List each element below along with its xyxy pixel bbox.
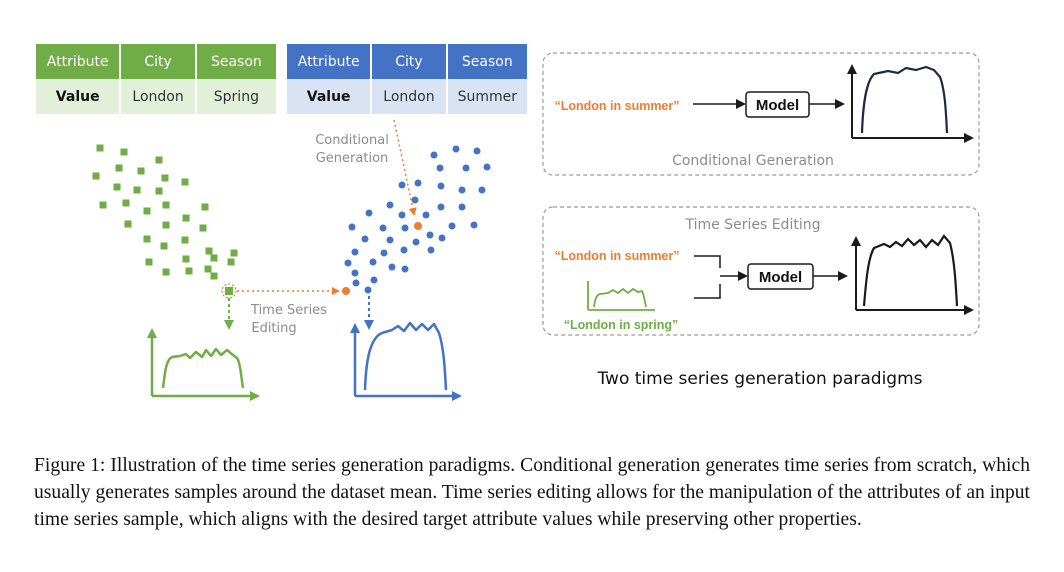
green-value-city: London — [120, 79, 195, 114]
green-sample-point — [162, 175, 169, 182]
blue-value-label: Value — [287, 79, 371, 114]
selected-source-point — [225, 287, 233, 295]
blue-sample-point — [401, 247, 408, 254]
box1-title: Conditional Generation — [672, 153, 834, 169]
blue-sample-point — [427, 232, 434, 239]
green-sample-point — [200, 225, 207, 232]
blue-sample-point — [474, 148, 481, 155]
blue-sample-point — [371, 277, 378, 284]
blue-sample-point — [365, 287, 372, 294]
blue-sample-point — [415, 180, 422, 187]
box1-input-text: “London in summer” — [554, 99, 680, 113]
blue-sample-point — [402, 225, 409, 232]
blue-sample-point — [439, 235, 446, 242]
blue-sample-point — [387, 202, 394, 209]
blue-sample-point — [438, 183, 445, 190]
green-sample-point — [100, 202, 107, 209]
blue-sample-point — [381, 250, 388, 257]
blue-sample-point — [399, 182, 406, 189]
blue-sample-point — [366, 210, 373, 217]
blue-sample-point — [353, 280, 360, 287]
blue-sample-point — [453, 146, 460, 153]
green-sample-point — [121, 149, 128, 156]
green-sample-point — [206, 248, 213, 255]
blue-sample-point — [387, 237, 394, 244]
time-series-editing-label-line1: Time Series — [251, 303, 327, 318]
green-sample-point — [156, 188, 163, 195]
blue-sample-point — [431, 152, 438, 159]
green-sample-point — [123, 200, 130, 207]
blue-sample-point — [423, 212, 430, 219]
green-sample-point — [125, 221, 132, 228]
blue-sample-point — [412, 197, 419, 204]
blue-sample-point — [479, 187, 486, 194]
green-sample-point — [114, 184, 121, 191]
box2-title: Time Series Editing — [685, 217, 821, 233]
box2-model-label: Model — [758, 269, 803, 286]
green-sample-point — [144, 236, 151, 243]
blue-sample-point — [352, 270, 359, 277]
blue-sample-point — [345, 260, 352, 267]
blue-sample-point — [438, 204, 445, 211]
green-sample-point — [161, 243, 168, 250]
blue-sample-point — [389, 264, 396, 271]
green-sample-point — [211, 273, 218, 280]
blue-sample-point — [362, 236, 369, 243]
box1-output-plot — [852, 66, 972, 138]
green-value-label: Value — [36, 79, 120, 114]
blue-sample-point — [349, 224, 356, 231]
blue-sample-point — [370, 259, 377, 266]
blue-value-city: London — [371, 79, 446, 114]
conditional-generation-label-line2: Generation — [315, 151, 389, 166]
green-sample-point — [211, 255, 218, 262]
box2-input-text-summer: “London in summer” — [554, 249, 680, 263]
box2-spring-series-plot — [588, 281, 655, 310]
green-sample-point — [231, 250, 238, 257]
box2-merge-line-bottom — [694, 284, 720, 298]
green-sample-point — [186, 268, 193, 275]
conditional-generation-arrow — [394, 120, 414, 214]
green-sample-point — [205, 266, 212, 273]
box2-input-text-spring: “London in spring” — [563, 318, 679, 332]
blue-value-season: Summer — [447, 79, 527, 114]
blue-sample-point — [459, 204, 466, 211]
conditional-generation-label-line1: Conditional — [315, 133, 389, 148]
blue-header-season: Season — [447, 44, 527, 79]
blue-sample-point — [437, 165, 444, 172]
blue-sample-point — [402, 266, 409, 273]
green-sample-points — [93, 145, 238, 280]
generated-point — [414, 222, 422, 230]
green-header-city: City — [120, 44, 195, 79]
blue-sample-point — [399, 212, 406, 219]
green-sample-point — [202, 204, 209, 211]
green-sample-point — [163, 222, 170, 229]
blue-sample-point — [428, 247, 435, 254]
blue-sample-point — [352, 249, 359, 256]
green-value-season: Spring — [196, 79, 276, 114]
blue-sample-point — [463, 165, 470, 172]
green-sample-point — [163, 269, 170, 276]
blue-sample-point — [413, 239, 420, 246]
green-sample-point — [146, 259, 153, 266]
blue-header-attribute: Attribute — [287, 44, 371, 79]
green-time-series-plot — [152, 330, 258, 396]
green-sample-point — [163, 202, 170, 209]
paradigms-title: Two time series generation paradigms — [597, 369, 923, 389]
green-sample-point — [144, 208, 151, 215]
box1-model-label: Model — [755, 97, 800, 114]
blue-sample-point — [471, 222, 478, 229]
green-sample-point — [182, 237, 189, 244]
green-sample-point — [138, 168, 145, 175]
green-sample-point — [183, 256, 190, 263]
blue-sample-points — [345, 146, 491, 294]
figure-caption: Figure 1: Illustration of the time series generation paradigms. Conditional generation generates time series from scratch, which usually generates samples around the dataset mean. Time series editing allows for the manipulation of the attributes of an input time series sample, which aligns with the desired target attribute values while preserving other properties. — [34, 455, 1030, 530]
edited-point — [342, 287, 350, 295]
green-sample-point — [228, 259, 235, 266]
green-sample-point — [156, 157, 163, 164]
box2-merge-line-top — [694, 256, 720, 268]
box2-output-plot — [856, 236, 972, 310]
green-sample-point — [134, 187, 141, 194]
blue-sample-point — [449, 223, 456, 230]
green-header-season: Season — [196, 44, 276, 79]
green-sample-point — [93, 173, 100, 180]
green-sample-point — [116, 165, 123, 172]
time-series-editing-label-line2: Editing — [251, 321, 297, 336]
green-sample-point — [97, 145, 104, 152]
blue-header-city: City — [371, 44, 446, 79]
green-header-attribute: Attribute — [36, 44, 120, 79]
green-sample-point — [183, 215, 190, 222]
blue-sample-point — [484, 164, 491, 171]
blue-time-series-plot — [355, 323, 460, 396]
green-sample-point — [182, 179, 189, 186]
blue-sample-point — [459, 187, 466, 194]
blue-sample-point — [380, 225, 387, 232]
